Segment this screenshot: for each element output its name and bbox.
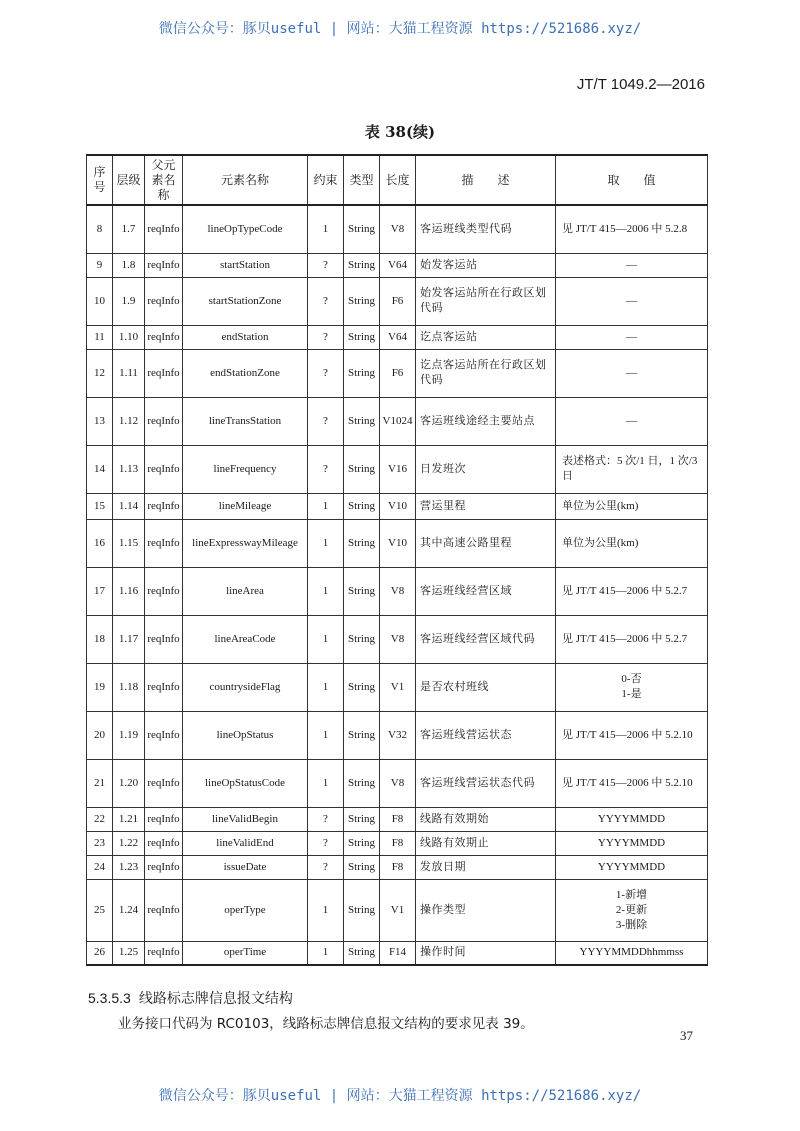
row-element-name: lineFrequency bbox=[183, 445, 308, 493]
row-level: 1.8 bbox=[113, 253, 145, 277]
row-length: V1 bbox=[380, 663, 416, 711]
row-constraint: 1 bbox=[308, 519, 344, 567]
table-row bbox=[87, 277, 708, 325]
row-value: 见 JT/T 415—2006 中 5.2.10 bbox=[556, 711, 708, 759]
row-type: String bbox=[344, 445, 380, 493]
row-description: 客运班线营运状态 bbox=[416, 711, 556, 759]
row-value: YYYYMMDDhhmmss bbox=[556, 941, 708, 965]
row-description: 营运里程 bbox=[416, 493, 556, 519]
row-length: F6 bbox=[380, 349, 416, 397]
row-constraint: 1 bbox=[308, 663, 344, 711]
row-constraint: ? bbox=[308, 807, 344, 831]
row-parent: reqInfo bbox=[145, 253, 183, 277]
row-value: 见 JT/T 415—2006 中 5.2.8 bbox=[556, 205, 708, 253]
row-length: F14 bbox=[380, 941, 416, 965]
row-level: 1.25 bbox=[113, 941, 145, 965]
row-type: String bbox=[344, 397, 380, 445]
section-number: 5.3.5.3 bbox=[88, 990, 131, 1006]
row-length: F6 bbox=[380, 277, 416, 325]
row-number: 15 bbox=[87, 493, 113, 519]
watermark-bottom: 微信公众号：豚贝useful | 网站：大猫工程资源 https://521686.xyz/ bbox=[158, 1088, 642, 1104]
row-parent: reqInfo bbox=[145, 831, 183, 855]
row-type: String bbox=[344, 759, 380, 807]
row-parent: reqInfo bbox=[145, 349, 183, 397]
row-length: F8 bbox=[380, 855, 416, 879]
table-row bbox=[87, 831, 708, 855]
col-header-length: 长度 bbox=[380, 155, 416, 205]
row-value: YYYYMMDD bbox=[556, 855, 708, 879]
row-parent: reqInfo bbox=[145, 759, 183, 807]
row-constraint: ? bbox=[308, 831, 344, 855]
row-parent: reqInfo bbox=[145, 445, 183, 493]
row-length: F8 bbox=[380, 831, 416, 855]
row-description: 客运班线经营区域 bbox=[416, 567, 556, 615]
col-header-no: 序号 bbox=[87, 155, 113, 205]
row-parent: reqInfo bbox=[145, 855, 183, 879]
row-value: YYYYMMDD bbox=[556, 831, 708, 855]
row-element-name: lineOpTypeCode bbox=[183, 205, 308, 253]
table-row bbox=[87, 445, 708, 493]
col-header-value: 取 值 bbox=[556, 155, 708, 205]
row-parent: reqInfo bbox=[145, 205, 183, 253]
row-value: 单位为公里(km) bbox=[556, 493, 708, 519]
row-constraint: 1 bbox=[308, 205, 344, 253]
row-constraint: 1 bbox=[308, 567, 344, 615]
row-value: — bbox=[556, 277, 708, 325]
row-number: 22 bbox=[87, 807, 113, 831]
table-row bbox=[87, 325, 708, 349]
row-description: 客运班线营运状态代码 bbox=[416, 759, 556, 807]
row-number: 21 bbox=[87, 759, 113, 807]
row-element-name: operType bbox=[183, 879, 308, 941]
row-number: 11 bbox=[87, 325, 113, 349]
table-row bbox=[87, 205, 708, 253]
section-title: 线路标志牌信息报文结构 bbox=[138, 991, 293, 1007]
row-element-name: lineOpStatusCode bbox=[183, 759, 308, 807]
row-description: 日发班次 bbox=[416, 445, 556, 493]
row-value: — bbox=[556, 349, 708, 397]
row-number: 26 bbox=[87, 941, 113, 965]
row-level: 1.10 bbox=[113, 325, 145, 349]
row-level: 1.7 bbox=[113, 205, 145, 253]
row-constraint: 1 bbox=[308, 879, 344, 941]
row-type: String bbox=[344, 493, 380, 519]
row-constraint: ? bbox=[308, 349, 344, 397]
row-element-name: countrysideFlag bbox=[183, 663, 308, 711]
row-element-name: startStationZone bbox=[183, 277, 308, 325]
row-level: 1.24 bbox=[113, 879, 145, 941]
table-body bbox=[87, 205, 708, 965]
row-number: 17 bbox=[87, 567, 113, 615]
row-parent: reqInfo bbox=[145, 807, 183, 831]
row-level: 1.20 bbox=[113, 759, 145, 807]
row-level: 1.23 bbox=[113, 855, 145, 879]
row-value: 见 JT/T 415—2006 中 5.2.7 bbox=[556, 615, 708, 663]
row-constraint: ? bbox=[308, 253, 344, 277]
row-parent: reqInfo bbox=[145, 941, 183, 965]
row-number: 23 bbox=[87, 831, 113, 855]
row-description: 其中高速公路里程 bbox=[416, 519, 556, 567]
table-row bbox=[87, 855, 708, 879]
row-description: 操作类型 bbox=[416, 879, 556, 941]
row-element-name: lineExpresswayMileage bbox=[183, 519, 308, 567]
col-header-parent: 父元素名称 bbox=[145, 155, 183, 205]
row-level: 1.11 bbox=[113, 349, 145, 397]
row-parent: reqInfo bbox=[145, 277, 183, 325]
row-length: V1024 bbox=[380, 397, 416, 445]
row-element-name: lineValidEnd bbox=[183, 831, 308, 855]
row-value: 见 JT/T 415—2006 中 5.2.7 bbox=[556, 567, 708, 615]
row-description: 是否农村班线 bbox=[416, 663, 556, 711]
row-type: String bbox=[344, 349, 380, 397]
row-value: 1-新增 2-更新 3-删除 bbox=[556, 879, 708, 941]
row-description: 始发客运站所在行政区划代码 bbox=[416, 277, 556, 325]
row-length: V8 bbox=[380, 205, 416, 253]
row-constraint: ? bbox=[308, 325, 344, 349]
row-constraint: ? bbox=[308, 445, 344, 493]
row-number: 24 bbox=[87, 855, 113, 879]
row-description: 线路有效期始 bbox=[416, 807, 556, 831]
row-number: 10 bbox=[87, 277, 113, 325]
table-row bbox=[87, 663, 708, 711]
col-header-name: 元素名称 bbox=[183, 155, 308, 205]
row-level: 1.21 bbox=[113, 807, 145, 831]
row-value: — bbox=[556, 325, 708, 349]
row-type: String bbox=[344, 519, 380, 567]
row-value: YYYYMMDD bbox=[556, 807, 708, 831]
row-description: 发放日期 bbox=[416, 855, 556, 879]
row-level: 1.13 bbox=[113, 445, 145, 493]
row-length: V8 bbox=[380, 567, 416, 615]
row-type: String bbox=[344, 831, 380, 855]
table-row bbox=[87, 567, 708, 615]
row-length: V10 bbox=[380, 519, 416, 567]
row-parent: reqInfo bbox=[145, 711, 183, 759]
body-paragraph: 业务接口代码为 RC0103，线路标志牌信息报文结构的要求见表 39。 bbox=[118, 1016, 534, 1032]
section-heading bbox=[88, 988, 293, 1008]
table-row bbox=[87, 493, 708, 519]
row-value: — bbox=[556, 253, 708, 277]
row-level: 1.15 bbox=[113, 519, 145, 567]
row-level: 1.18 bbox=[113, 663, 145, 711]
row-parent: reqInfo bbox=[145, 493, 183, 519]
row-description: 客运班线经营区域代码 bbox=[416, 615, 556, 663]
row-length: V32 bbox=[380, 711, 416, 759]
table-header-row bbox=[87, 155, 708, 205]
row-value: 表述格式：5 次/1 日，1 次/3 日 bbox=[556, 445, 708, 493]
row-element-name: lineMileage bbox=[183, 493, 308, 519]
row-element-name: operTime bbox=[183, 941, 308, 965]
row-parent: reqInfo bbox=[145, 663, 183, 711]
row-level: 1.17 bbox=[113, 615, 145, 663]
row-constraint: 1 bbox=[308, 615, 344, 663]
row-length: V1 bbox=[380, 879, 416, 941]
row-description: 操作时间 bbox=[416, 941, 556, 965]
col-header-constraint: 约束 bbox=[308, 155, 344, 205]
row-parent: reqInfo bbox=[145, 567, 183, 615]
row-element-name: lineArea bbox=[183, 567, 308, 615]
table-row bbox=[87, 349, 708, 397]
table-row bbox=[87, 615, 708, 663]
row-level: 1.12 bbox=[113, 397, 145, 445]
row-description: 始发客运站 bbox=[416, 253, 556, 277]
row-type: String bbox=[344, 205, 380, 253]
row-length: V8 bbox=[380, 615, 416, 663]
row-parent: reqInfo bbox=[145, 879, 183, 941]
row-description: 线路有效期止 bbox=[416, 831, 556, 855]
row-element-name: lineOpStatus bbox=[183, 711, 308, 759]
table-row bbox=[87, 711, 708, 759]
row-number: 20 bbox=[87, 711, 113, 759]
row-element-name: lineValidBegin bbox=[183, 807, 308, 831]
table-row bbox=[87, 759, 708, 807]
col-header-description: 描 述 bbox=[416, 155, 556, 205]
row-element-name: endStation bbox=[183, 325, 308, 349]
row-constraint: ? bbox=[308, 277, 344, 325]
table-row bbox=[87, 879, 708, 941]
row-number: 12 bbox=[87, 349, 113, 397]
row-type: String bbox=[344, 253, 380, 277]
row-parent: reqInfo bbox=[145, 397, 183, 445]
row-element-name: issueDate bbox=[183, 855, 308, 879]
element-table bbox=[86, 154, 708, 966]
page-number: 37 bbox=[680, 1028, 693, 1043]
row-number: 25 bbox=[87, 879, 113, 941]
table-row bbox=[87, 941, 708, 965]
standard-code: JT/T 1049.2—2016 bbox=[576, 76, 705, 93]
row-type: String bbox=[344, 277, 380, 325]
watermark-top: 微信公众号：豚贝useful | 网站：大猫工程资源 https://521686.xyz/ bbox=[158, 21, 642, 37]
row-description: 客运班线途经主要站点 bbox=[416, 397, 556, 445]
row-level: 1.14 bbox=[113, 493, 145, 519]
row-length: V10 bbox=[380, 493, 416, 519]
row-length: V64 bbox=[380, 325, 416, 349]
col-header-type: 类型 bbox=[344, 155, 380, 205]
table-row bbox=[87, 253, 708, 277]
row-constraint: 1 bbox=[308, 493, 344, 519]
row-type: String bbox=[344, 855, 380, 879]
row-parent: reqInfo bbox=[145, 615, 183, 663]
row-level: 1.19 bbox=[113, 711, 145, 759]
row-level: 1.22 bbox=[113, 831, 145, 855]
table-title: 表 38(续) bbox=[364, 123, 436, 141]
table-row bbox=[87, 397, 708, 445]
row-number: 14 bbox=[87, 445, 113, 493]
row-description: 讫点客运站 bbox=[416, 325, 556, 349]
row-description: 客运班线类型代码 bbox=[416, 205, 556, 253]
row-value: — bbox=[556, 397, 708, 445]
row-number: 18 bbox=[87, 615, 113, 663]
row-level: 1.16 bbox=[113, 567, 145, 615]
row-value: 0-否 1-是 bbox=[556, 663, 708, 711]
row-type: String bbox=[344, 879, 380, 941]
row-constraint: 1 bbox=[308, 759, 344, 807]
row-value: 见 JT/T 415—2006 中 5.2.10 bbox=[556, 759, 708, 807]
row-type: String bbox=[344, 711, 380, 759]
row-parent: reqInfo bbox=[145, 325, 183, 349]
row-constraint: ? bbox=[308, 397, 344, 445]
row-type: String bbox=[344, 567, 380, 615]
row-element-name: lineAreaCode bbox=[183, 615, 308, 663]
row-number: 13 bbox=[87, 397, 113, 445]
row-constraint: 1 bbox=[308, 941, 344, 965]
row-constraint: ? bbox=[308, 855, 344, 879]
table-row bbox=[87, 519, 708, 567]
row-element-name: lineTransStation bbox=[183, 397, 308, 445]
row-number: 19 bbox=[87, 663, 113, 711]
row-constraint: 1 bbox=[308, 711, 344, 759]
row-description: 讫点客运站所在行政区划代码 bbox=[416, 349, 556, 397]
row-type: String bbox=[344, 807, 380, 831]
row-level: 1.9 bbox=[113, 277, 145, 325]
row-element-name: startStation bbox=[183, 253, 308, 277]
row-value: 单位为公里(km) bbox=[556, 519, 708, 567]
row-type: String bbox=[344, 615, 380, 663]
table-row bbox=[87, 807, 708, 831]
row-parent: reqInfo bbox=[145, 519, 183, 567]
row-length: F8 bbox=[380, 807, 416, 831]
row-number: 8 bbox=[87, 205, 113, 253]
row-number: 16 bbox=[87, 519, 113, 567]
row-length: V16 bbox=[380, 445, 416, 493]
row-length: V64 bbox=[380, 253, 416, 277]
row-type: String bbox=[344, 663, 380, 711]
row-type: String bbox=[344, 325, 380, 349]
row-element-name: endStationZone bbox=[183, 349, 308, 397]
row-number: 9 bbox=[87, 253, 113, 277]
col-header-level: 层级 bbox=[113, 155, 145, 205]
row-length: V8 bbox=[380, 759, 416, 807]
row-type: String bbox=[344, 941, 380, 965]
